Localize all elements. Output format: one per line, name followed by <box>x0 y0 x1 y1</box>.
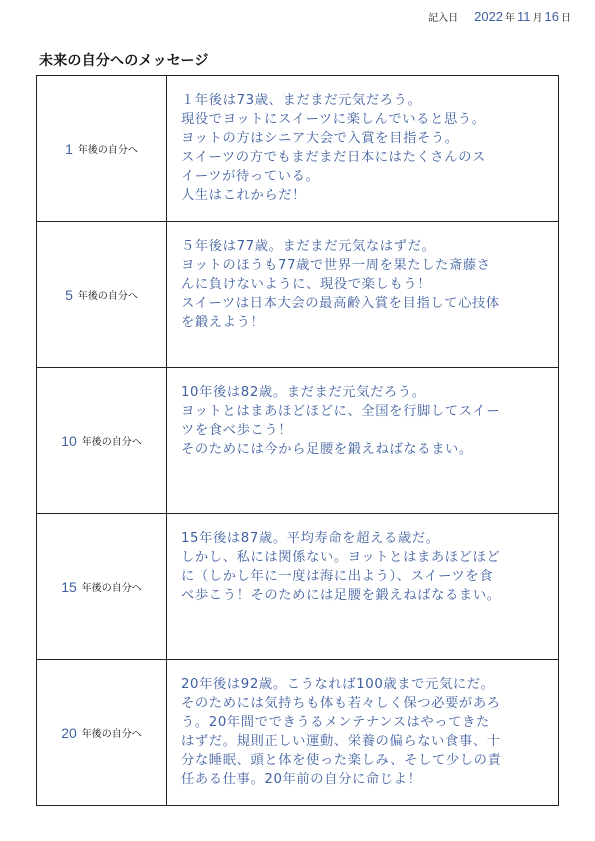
table-row <box>37 514 558 660</box>
years-ahead-label: 年後の自分へ <box>81 437 142 448</box>
year-unit: 年 <box>505 13 516 24</box>
row-label-cell <box>37 76 167 221</box>
years-ahead-label: 年後の自分へ <box>77 291 138 302</box>
message-text: 10年後は82歳。まだまだ元気だろう。 ヨットとはまあほどほどに、全国を行脚してスイー ツを食べ歩こう！ そのためには今から足腰を鍛えねばなるまい。 <box>181 385 501 457</box>
table-row <box>37 660 558 805</box>
date-year[interactable]: 2022 <box>474 9 504 24</box>
message-text: 20年後は92歳。こうなれば100歳まで元気にだ。 そのためには気持ちも体も若々しく保つ必要があろ う。20年間でできうるメンテナンスはやってきた はずだ。規則正しい運動、栄養の偏らない食事、十 分な睡眠、頭と体を使った楽しみ、そして少しの責 任ある仕事。20年前の自分に命じよ！ <box>181 677 502 787</box>
years-ahead-label: 年後の自分へ <box>77 145 138 156</box>
years-ahead-value[interactable]: 20 <box>61 724 77 741</box>
years-ahead-value[interactable]: 1 <box>65 140 73 157</box>
date-label: 記入日 <box>428 13 459 24</box>
month-unit: 月 <box>532 13 543 24</box>
row-label-cell <box>37 514 167 659</box>
message-cell[interactable] <box>167 222 558 367</box>
date-month[interactable]: 11 <box>517 9 531 24</box>
message-cell[interactable] <box>167 660 558 805</box>
message-text: ５年後は77歳。まだまだ元気なはずだ。 ヨットのほうも77歳で世界一周を果たした斎藤さ んに負けないように、現役で楽しもう！ スイーツは日本大会の最高齢入賞を目指して心技体 を鍛えよう！ <box>181 239 500 330</box>
message-cell[interactable] <box>167 368 558 513</box>
table-row <box>37 368 558 514</box>
row-label-cell <box>37 222 167 367</box>
years-ahead-label: 年後の自分へ <box>81 729 142 740</box>
message-text: 15年後は87歳。平均寿命を超える歳だ。 しかし、私には関係ない。ヨットとはまあほどほど に（しかし年に一度は海に出よう）、スイーツを食 べ歩こう！そのためには足腰を鍛えねばなるまい。 <box>181 531 501 603</box>
page-title: 未来の自分へのメッセージ <box>39 53 209 69</box>
row-label-cell <box>37 368 167 513</box>
entry-date <box>428 9 573 24</box>
table-row <box>37 76 558 222</box>
years-ahead-value[interactable]: 5 <box>65 286 73 303</box>
message-text: １年後は73歳、まだまだ元気だろう。 現役でヨットにスイーツに楽しんでいると思う。 ヨットの方はシニア大会で入賞を目指そう。 スイーツの方でもまだまだ日本にはたくさんのス イーツが待っている。 人生はこれからだ！ <box>181 93 486 203</box>
message-table <box>36 75 559 806</box>
table-row <box>37 222 558 368</box>
row-label-cell <box>37 660 167 805</box>
message-cell[interactable] <box>167 514 558 659</box>
day-unit: 日 <box>561 13 571 24</box>
years-ahead-value[interactable]: 15 <box>61 578 77 595</box>
date-day[interactable]: 16 <box>544 9 559 24</box>
years-ahead-label: 年後の自分へ <box>81 583 142 594</box>
message-cell[interactable] <box>167 76 558 221</box>
years-ahead-value[interactable]: 10 <box>61 432 77 449</box>
